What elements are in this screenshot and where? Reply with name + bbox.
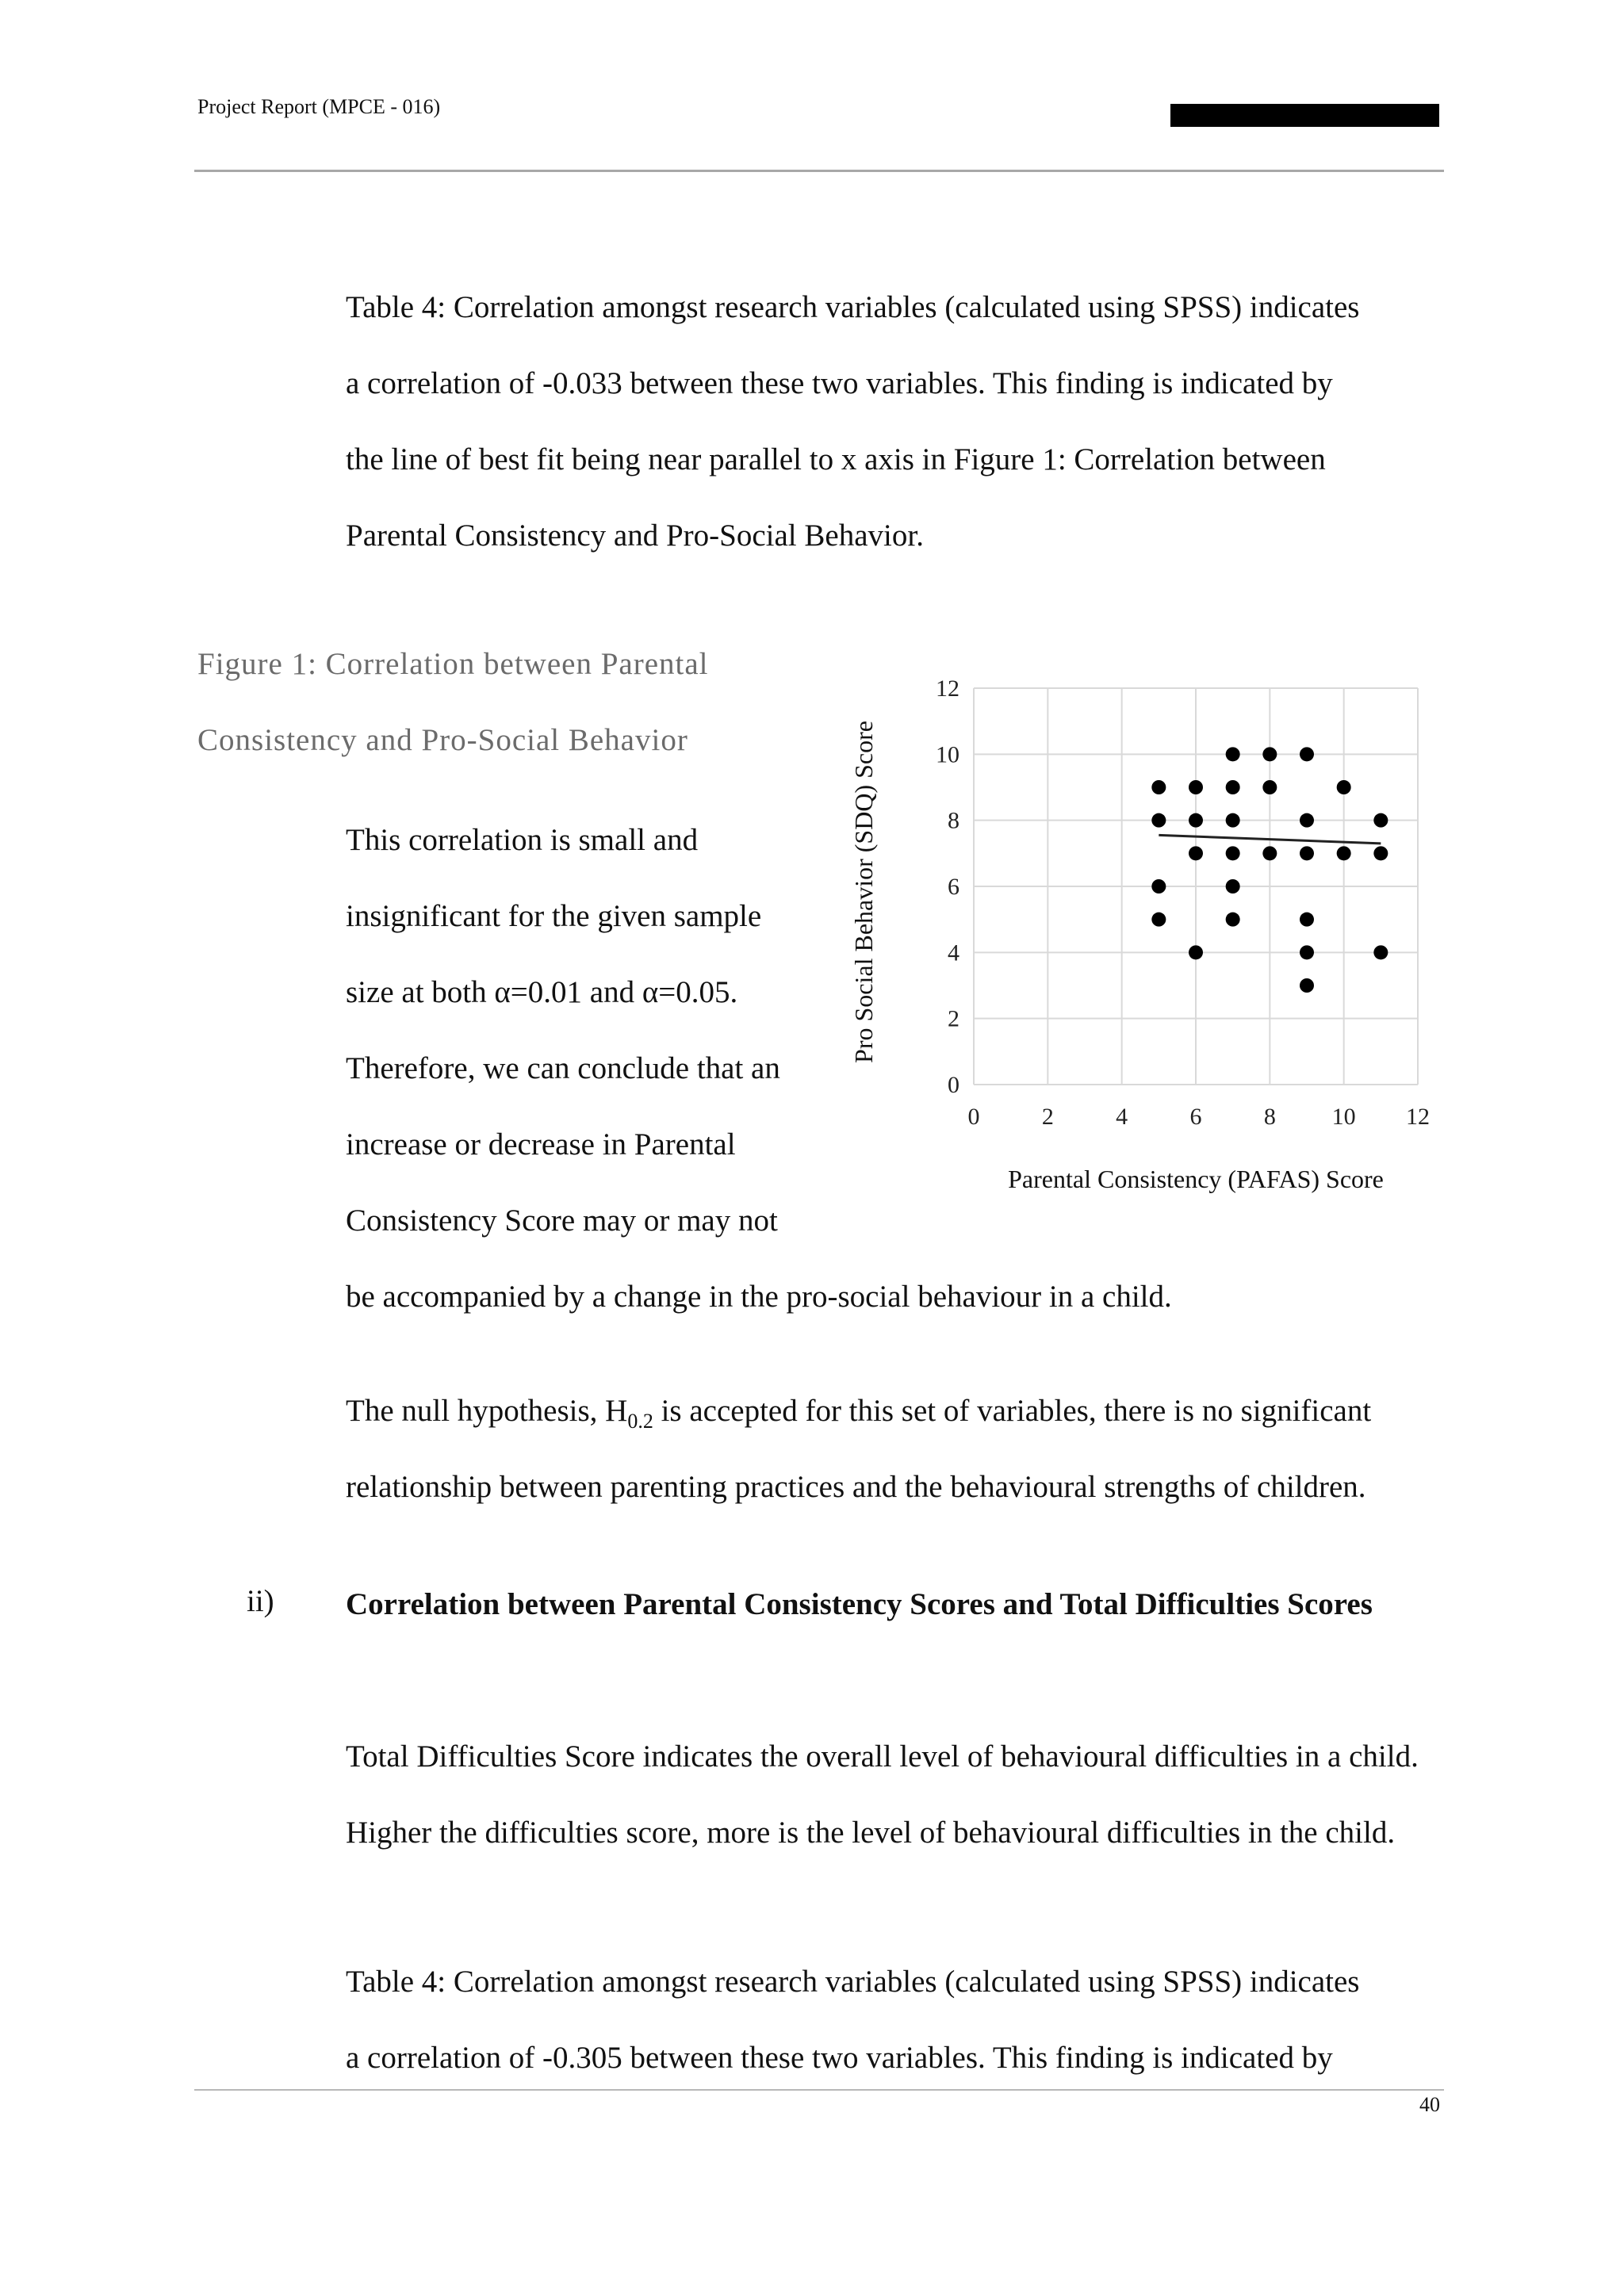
header-divider (194, 170, 1444, 172)
y-axis-label: Pro Social Behavior (SDQ) Score (849, 721, 878, 1063)
section-heading: Correlation between Parental Consistency Scores and Total Difficulties Scores (346, 1587, 1373, 1621)
data-point (1262, 780, 1277, 794)
data-point (1373, 945, 1388, 959)
y-tick-label: 12 (936, 675, 959, 702)
body-text-line: Table 4: Correlation amongst research variables (calculated using SPSS) indicates (346, 290, 1360, 324)
report-header-title: Project Report (MPCE - 016) (197, 95, 441, 118)
data-point (1300, 913, 1314, 927)
data-point (1151, 813, 1166, 828)
x-tick-label: 4 (1116, 1104, 1128, 1130)
body-text-line: a correlation of -0.033 between these two variables. This finding is indicated by (346, 366, 1333, 400)
data-point (1226, 913, 1240, 927)
body-text-span: The null hypothesis, H (346, 1394, 628, 1428)
data-point (1189, 846, 1203, 860)
data-point (1226, 780, 1240, 794)
chart-ticks (936, 675, 1430, 1130)
figure-caption: Figure 1: Correlation between Parental Consistency and Pro-Social Behavior (197, 647, 709, 757)
list-marker: ii) (247, 1584, 274, 1618)
data-point (1151, 780, 1166, 794)
body-text-line: relationship between parenting practices and the behavioural strengths of children. (346, 1470, 1366, 1504)
x-tick-label: 12 (1406, 1104, 1430, 1130)
data-point (1300, 945, 1314, 959)
data-point (1226, 813, 1240, 828)
data-point (1151, 879, 1166, 894)
null-hypothesis-line (346, 1395, 1371, 1432)
body-text-line: Consistency Score may or may not (346, 1203, 778, 1238)
scatter-chart (841, 666, 1443, 1205)
subscript: 0.2 (627, 1409, 653, 1433)
data-point (1189, 780, 1203, 794)
body-text-line: the line of best fit being near parallel to x axis in Figure 1: Correlation between (346, 442, 1326, 476)
y-tick-label: 0 (948, 1072, 959, 1098)
data-point (1300, 846, 1314, 860)
body-text-line: This correlation is small and (346, 823, 699, 857)
body-text-line: insignificant for the given sample (346, 899, 762, 933)
body-text-line: size at both α=0.01 and α=0.05. (346, 975, 738, 1009)
y-tick-label: 8 (948, 807, 959, 834)
body-text-line: be accompanied by a change in the pro-social behaviour in a child. (346, 1280, 1172, 1314)
data-point (1337, 780, 1351, 794)
page-number: 40 (1419, 2093, 1440, 2116)
data-point (1189, 945, 1203, 959)
x-tick-label: 6 (1189, 1104, 1202, 1130)
data-point (1300, 813, 1314, 828)
data-point (1300, 978, 1314, 993)
data-point (1151, 913, 1166, 927)
y-tick-label: 4 (948, 939, 959, 966)
x-tick-label: 10 (1331, 1104, 1356, 1130)
x-tick-label: 0 (967, 1104, 980, 1130)
data-point (1300, 747, 1314, 761)
footer-divider (194, 2089, 1444, 2091)
body-text-line: a correlation of -0.305 between these two variables. This finding is indicated by (346, 2041, 1333, 2075)
data-point (1337, 846, 1351, 860)
data-point (1373, 846, 1388, 860)
x-tick-label: 8 (1263, 1104, 1276, 1130)
body-text-line: increase or decrease in Parental (346, 1127, 736, 1161)
data-point (1226, 747, 1240, 761)
y-tick-label: 10 (936, 741, 959, 768)
body-paragraph: Total Difficulties Score indicates the overall level of behavioural difficulties in a child. Higher the difficulties score, more is the level of behavioural difficulties in the child. (346, 1739, 1419, 1850)
y-tick-label: 6 (948, 874, 959, 900)
data-point (1262, 846, 1277, 860)
data-point (1189, 813, 1203, 828)
body-text-line: Table 4: Correlation amongst research variables (calculated using SPSS) indicates (346, 1965, 1360, 1999)
redacted-bar (1170, 104, 1439, 127)
y-tick-label: 2 (948, 1005, 959, 1032)
body-text-line: Therefore, we can conclude that an (346, 1051, 780, 1085)
data-point (1262, 747, 1277, 761)
data-point (1226, 879, 1240, 894)
body-text-line: Parental Consistency and Pro-Social Behavior. (346, 519, 924, 553)
data-point (1226, 846, 1240, 860)
x-tick-label: 2 (1041, 1104, 1054, 1130)
data-point (1373, 813, 1388, 828)
body-text-span: is accepted for this set of variables, there is no significant (653, 1394, 1372, 1428)
x-axis-label: Parental Consistency (PAFAS) Score (1008, 1165, 1384, 1193)
chart-grid (974, 688, 1418, 1085)
